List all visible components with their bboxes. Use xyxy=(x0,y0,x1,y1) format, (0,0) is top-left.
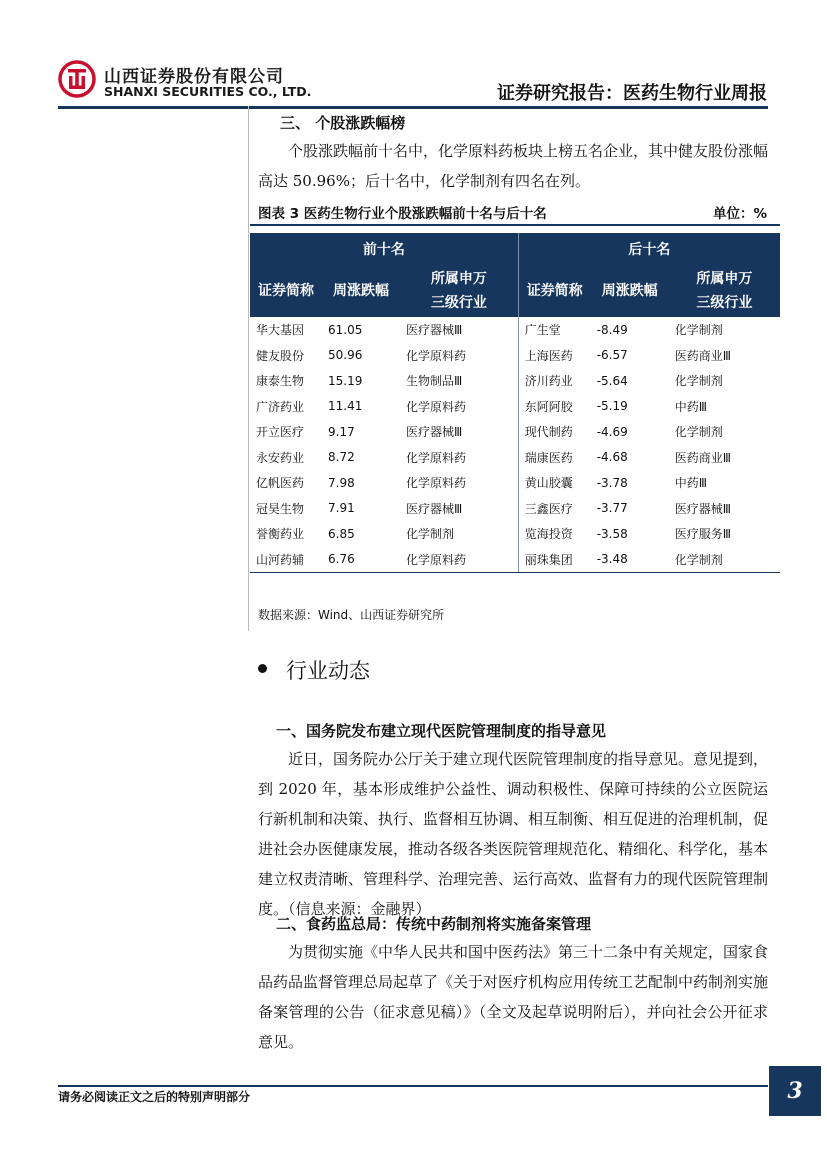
stock-name: 瑞康医药 xyxy=(518,445,591,471)
sidebar-divider xyxy=(248,106,249,631)
company-logo xyxy=(58,60,96,98)
industry: 化学原料药 xyxy=(406,399,467,414)
stock-name: 济川药业 xyxy=(518,368,591,394)
figure-title: 图表 3 医药生物行业个股涨跌幅前十名与后十名 xyxy=(258,206,547,222)
stock-change-table xyxy=(250,233,780,573)
weekly-change: 11.41 xyxy=(328,399,363,414)
weekly-change: 15.19 xyxy=(328,373,363,388)
table-row xyxy=(250,547,780,573)
table-group-bottom: 后十名 xyxy=(518,233,780,265)
industry: 医疗器械Ⅲ xyxy=(674,501,731,516)
table-row xyxy=(250,394,780,420)
col-header-change: 周涨跌幅 xyxy=(591,265,669,317)
stock-name: 冠昊生物 xyxy=(256,501,305,516)
stock-name: 华大基因 xyxy=(256,323,305,338)
table-row xyxy=(250,317,780,343)
logo-icon xyxy=(58,60,96,98)
stock-name: 览海投资 xyxy=(518,521,591,547)
industry: 化学原料药 xyxy=(406,450,467,465)
industry: 医疗器械Ⅲ xyxy=(406,501,463,516)
table-row xyxy=(250,343,780,369)
bullet-icon xyxy=(258,664,267,673)
news-paragraph: 为贯彻实施《中华人民共和国中医药法》第三十二条中有关规定，国家食品药品监督管理总局起草了《关于对医疗机构应用传统工艺配制中药制剂实施备案管理的公告（征求意见稿）》（全文及起草说明附后），并向社会公开征求意见。 xyxy=(258,943,769,1051)
stock-name: 丽珠集团 xyxy=(518,547,591,573)
weekly-change: 50.96 xyxy=(328,348,363,363)
disclaimer-text: 请务必阅读正文之后的特别声明部分 xyxy=(58,1090,251,1104)
news-heading: 一、国务院发布建立现代医院管理制度的指导意见 xyxy=(276,722,607,740)
header-divider xyxy=(58,106,768,109)
stock-name: 誉衡药业 xyxy=(256,527,305,542)
weekly-change: -4.69 xyxy=(596,424,628,439)
col-header-name: 证券简称 xyxy=(518,265,591,317)
figure-divider xyxy=(250,224,780,226)
footer-divider xyxy=(58,1085,768,1087)
stock-name: 康泰生物 xyxy=(256,374,305,389)
weekly-change: 61.05 xyxy=(328,322,363,337)
table-row xyxy=(250,521,780,547)
stock-name: 健友股份 xyxy=(256,348,305,363)
data-source-note: 数据来源：Wind、山西证券研究所 xyxy=(258,608,445,622)
weekly-change: 8.72 xyxy=(328,450,355,465)
stock-name: 永安药业 xyxy=(256,450,305,465)
stock-name: 开立医疗 xyxy=(256,425,305,440)
col-header-industry: 所属申万 三级行业 xyxy=(400,265,518,317)
weekly-change: -5.64 xyxy=(596,373,628,388)
stock-name: 亿帆医药 xyxy=(256,476,305,491)
stock-name: 现代制药 xyxy=(518,419,591,445)
table-row xyxy=(250,445,780,471)
industry: 生物制品Ⅲ xyxy=(406,374,463,389)
page-number: 3 xyxy=(769,1066,821,1116)
news-heading: 二、食药监总局：传统中药制剂将实施备案管理 xyxy=(276,915,592,933)
table-row xyxy=(250,496,780,522)
col-header-change: 周涨跌幅 xyxy=(322,265,400,317)
industry: 化学原料药 xyxy=(406,476,467,491)
industry: 医药商业Ⅲ xyxy=(674,450,731,465)
col-header-name: 证券简称 xyxy=(250,265,322,317)
weekly-change: -3.77 xyxy=(596,501,628,516)
industry: 医疗服务Ⅲ xyxy=(674,527,731,542)
report-title: 证券研究报告：医药生物行业周报 xyxy=(497,83,767,104)
weekly-change: 9.17 xyxy=(328,424,355,439)
industry: 化学制剂 xyxy=(674,323,723,338)
company-name-en: SHANXI SECURITIES CO., LTD. xyxy=(104,84,312,99)
industry: 医疗器械Ⅲ xyxy=(406,323,463,338)
industry: 中药Ⅲ xyxy=(674,476,707,491)
industry: 化学原料药 xyxy=(406,348,467,363)
section-heading: 三、 个股涨跌幅榜 xyxy=(280,114,406,132)
industry: 中药Ⅲ xyxy=(674,399,707,414)
industry: 化学制剂 xyxy=(406,527,455,542)
news-paragraph: 近日，国务院办公厅关于建立现代医院管理制度的指导意见。意见提到，到 2020 年，基本形成维护公益性、调动积极性、保障可持续的公立医院运行新机制和决策、执行、监督相互协调、相互制衡、相互促进的治理机制，促进社会办医健康发展，推动各级各类医院管理规范化、精细化、科学化，基本建立权责清晰、管理科学、治理完善、运行高效、监督有力的现代医院管理制度。（信息来源：金融界） xyxy=(258,750,769,918)
industry: 化学原料药 xyxy=(400,547,518,573)
weekly-change: -8.49 xyxy=(596,322,628,337)
table-group-top: 前十名 xyxy=(250,233,518,265)
stock-name: 广生堂 xyxy=(518,317,591,343)
table-row xyxy=(250,368,780,394)
stock-name: 上海医药 xyxy=(518,343,591,369)
stock-name: 山河药辅 xyxy=(250,547,322,573)
weekly-change: -3.78 xyxy=(596,475,628,490)
stock-name: 广济药业 xyxy=(256,399,305,414)
weekly-change: 6.85 xyxy=(328,526,355,541)
industry-heading: 行业动态 xyxy=(286,659,370,683)
industry: 医疗器械Ⅲ xyxy=(406,425,463,440)
industry: 化学制剂 xyxy=(669,547,780,573)
industry: 医药商业Ⅲ xyxy=(674,348,731,363)
weekly-change: -4.68 xyxy=(596,450,628,465)
weekly-change: -3.48 xyxy=(591,547,669,573)
table-row xyxy=(250,470,780,496)
weekly-change: -5.19 xyxy=(596,399,628,414)
industry: 化学制剂 xyxy=(674,374,723,389)
weekly-change: -6.57 xyxy=(596,348,628,363)
weekly-change: 7.91 xyxy=(328,501,355,516)
stock-name: 三鑫医疗 xyxy=(518,496,591,522)
figure-unit: 单位：% xyxy=(712,206,767,222)
section-paragraph: 个股涨跌幅前十名中，化学原料药板块上榜五名企业，其中健友股份涨幅高达 50.96%；后十名中，化学制剂有四名在列。 xyxy=(258,142,769,190)
stock-name: 东阿阿胶 xyxy=(518,394,591,420)
weekly-change: 6.76 xyxy=(322,547,400,573)
stock-name: 黄山胶囊 xyxy=(518,470,591,496)
weekly-change: 7.98 xyxy=(328,475,355,490)
company-name-cn: 山西证券股份有限公司 xyxy=(104,67,284,87)
industry: 化学制剂 xyxy=(674,425,723,440)
weekly-change: -3.58 xyxy=(596,526,628,541)
col-header-industry: 所属申万 三级行业 xyxy=(669,265,780,317)
table-row xyxy=(250,419,780,445)
